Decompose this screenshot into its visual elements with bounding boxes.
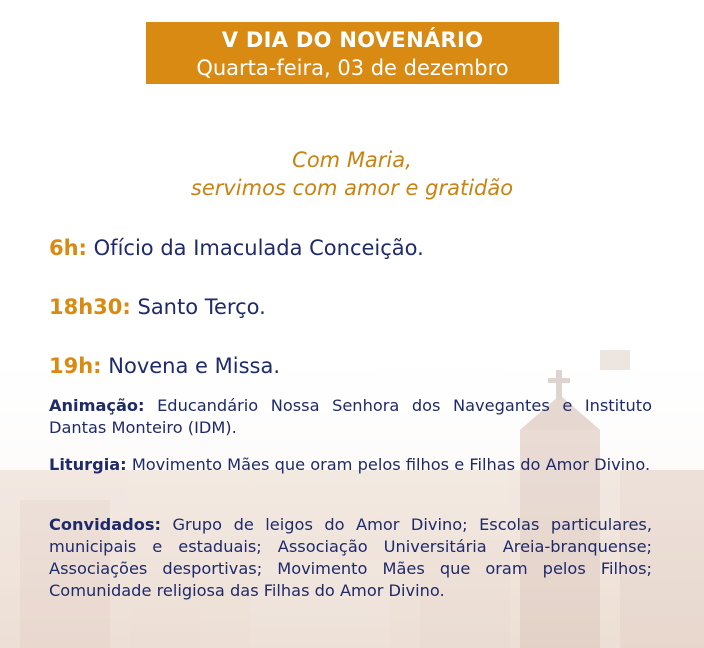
detail-label: Liturgia: xyxy=(49,455,127,474)
schedule-item xyxy=(49,352,280,380)
header-title: V DIA DO NOVENÁRIO xyxy=(221,28,484,52)
theme-line-2: servimos com amor e gratidão xyxy=(190,176,514,200)
header-date: Quarta-feira, 03 de dezembro xyxy=(196,56,509,80)
schedule-time: 18h30: xyxy=(49,295,131,319)
detail-label: Animação: xyxy=(49,396,145,415)
detail-text: Educandário Nossa Senhora dos Navegantes e Instituto Dantas Monteiro (IDM). xyxy=(49,396,653,437)
schedule-text: Novena e Missa. xyxy=(108,354,280,378)
convidados-paragraph xyxy=(49,514,652,602)
schedule-time: 6h: xyxy=(49,236,87,260)
schedule-text: Santo Terço. xyxy=(137,295,266,319)
day-header xyxy=(146,22,559,84)
liturgia-paragraph xyxy=(49,454,652,476)
schedule-text: Ofício da Imaculada Conceição. xyxy=(93,236,424,260)
schedule-item xyxy=(49,293,266,321)
detail-label: Convidados: xyxy=(49,515,161,534)
schedule-item xyxy=(49,234,424,262)
animacao-paragraph xyxy=(49,395,652,439)
detail-text: Grupo de leigos do Amor Divino; Escolas particulares, municipais e estaduais; Associação Universitária Areia-branquense; Associações desportivas; Movimento Mães que oram pelos Filhos; Comunidade religiosa das Filhas do Amor Divino. xyxy=(49,515,652,600)
schedule-time: 19h: xyxy=(49,354,102,378)
theme-line-1: Com Maria, xyxy=(292,148,412,172)
detail-text: Movimento Mães que oram pelos filhos e Filhas do Amor Divino. xyxy=(131,455,651,474)
